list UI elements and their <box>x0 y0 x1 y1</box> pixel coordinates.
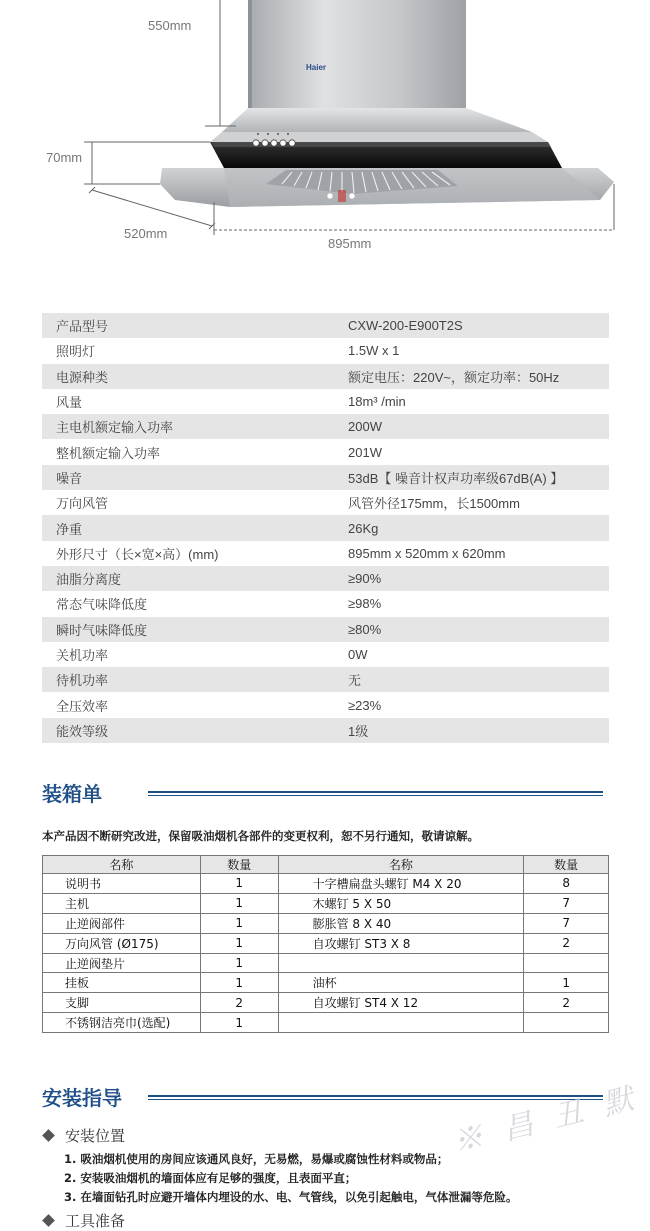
install-item: 3. 在墙面钻孔时应避开墙体内埋设的水、电、气管线，以免引起触电，气体泄漏等危险。 <box>64 1190 518 1204</box>
spec-row <box>42 642 609 667</box>
spec-label: 待机功率 <box>56 673 109 689</box>
spec-row <box>42 591 609 616</box>
install-position-heading <box>44 1125 125 1146</box>
item-qty: 1 <box>200 913 278 933</box>
item-name: 自攻螺钉 ST4 X 12 <box>278 993 524 1013</box>
spec-value: 无 <box>348 673 362 689</box>
item-qty: 7 <box>524 893 609 913</box>
table-row <box>43 1013 609 1033</box>
packing-title: 装箱单 <box>42 782 102 806</box>
diamond-bullet-icon <box>42 1214 55 1227</box>
spec-table <box>42 313 609 743</box>
spec-value: 201W <box>348 444 382 460</box>
item-qty: 8 <box>524 874 609 894</box>
item-name: 止逆阀垫片 <box>43 953 201 973</box>
item-name: 不锈钢洁亮巾(选配) <box>43 1013 201 1033</box>
install-title: 安装指导 <box>42 1086 122 1110</box>
spec-label: 瞬时气味降低度 <box>56 622 148 638</box>
packing-notice: 本产品因不断研究改进，保留吸油烟机各部件的变更权利，恕不另行通知，敬请谅解。 <box>42 829 479 843</box>
spec-row <box>42 364 609 389</box>
spec-row <box>42 414 609 439</box>
spec-label: 净重 <box>56 521 83 537</box>
item-qty: 1 <box>200 874 278 894</box>
item-name: 挂板 <box>43 973 201 993</box>
light-right <box>349 193 355 199</box>
spec-label: 全压效率 <box>56 698 109 714</box>
item-name: 木螺钉 5 X 50 <box>278 893 524 913</box>
spec-row <box>42 566 609 591</box>
spec-label: 电源种类 <box>56 369 109 385</box>
install-position-title: 安装位置 <box>65 1127 126 1145</box>
spec-row <box>42 617 609 642</box>
col-header-name: 名称 <box>43 856 201 874</box>
spec-label: 风量 <box>56 395 83 411</box>
spec-row <box>42 541 609 566</box>
spec-value: 0W <box>348 647 368 662</box>
brand-logo: Haier <box>306 63 327 72</box>
spec-value: 895mm x 520mm x 620mm <box>348 545 506 561</box>
watermark: ※ 昌 丑 默 <box>449 1080 643 1161</box>
spec-label: 万向风管 <box>56 496 109 512</box>
item-qty: 1 <box>200 953 278 973</box>
item-name: 十字槽扁盘头螺钉 M4 X 20 <box>278 874 524 894</box>
spec-row <box>42 667 609 692</box>
item-qty: 1 <box>200 1013 278 1033</box>
dim-width: 895mm <box>328 236 372 251</box>
spec-value: ≥80% <box>348 621 382 637</box>
dim-chimney-height: 550mm <box>148 18 192 33</box>
tools-title: 工具准备 <box>65 1212 126 1230</box>
spec-label: 常态气味降低度 <box>56 597 148 613</box>
spec-label: 噪音 <box>56 470 83 486</box>
item-name: 支脚 <box>43 993 201 1013</box>
table-row <box>43 913 609 933</box>
item-qty: 2 <box>200 993 278 1013</box>
install-item: 1. 吸油烟机使用的房间应该通风良好，无易燃，易爆或腐蚀性材料或物品； <box>64 1152 449 1166</box>
col-header-qty: 数量 <box>200 856 278 874</box>
item-qty <box>524 953 609 973</box>
install-item: 2. 安装吸油烟机的墙面体应有足够的强度，且表面平直； <box>64 1171 357 1185</box>
spec-value: 18m³ /min <box>348 394 406 410</box>
item-qty <box>524 1013 609 1033</box>
light-left <box>327 193 333 199</box>
spec-value: 额定电压：220V~，额定功率：50Hz <box>348 369 560 385</box>
item-name: 止逆阀部件 <box>43 913 201 933</box>
item-qty: 2 <box>524 933 609 953</box>
item-name: 主机 <box>43 893 201 913</box>
spec-value: 风管外径175mm，长1500mm <box>348 496 520 512</box>
spec-value: 1.5W x 1 <box>348 343 400 359</box>
table-row <box>43 973 609 993</box>
spec-row <box>42 515 609 540</box>
table-row <box>43 893 609 913</box>
tools-heading <box>44 1210 125 1231</box>
item-qty: 1 <box>524 973 609 993</box>
spec-label: 能效等级 <box>56 723 109 739</box>
spec-row <box>42 313 609 338</box>
spec-value: ≥90% <box>348 571 382 587</box>
spec-label: 外形尺寸（长×宽×高）(mm) <box>56 546 219 562</box>
diamond-bullet-icon <box>42 1129 55 1142</box>
dim-body-height: 70mm <box>46 150 83 165</box>
item-name: 油杯 <box>278 973 524 993</box>
col-header-qty: 数量 <box>524 856 609 874</box>
hood-canopy <box>222 108 532 132</box>
spec-value: ≥23% <box>348 697 382 713</box>
spec-label: 产品型号 <box>56 319 109 335</box>
spec-label: 整机额定输入功率 <box>56 445 161 461</box>
packing-table <box>42 855 609 1033</box>
item-name <box>278 1013 524 1033</box>
packing-title-rule <box>148 791 603 796</box>
spec-label: 照明灯 <box>56 344 96 360</box>
spec-value: CXW-200-E900T2S <box>348 318 463 334</box>
spec-value: 200W <box>348 419 382 435</box>
item-name <box>278 953 524 973</box>
spec-row <box>42 692 609 717</box>
item-name: 膨胀管 8 X 40 <box>278 913 524 933</box>
product-drawing <box>0 0 650 270</box>
table-row <box>43 953 609 973</box>
item-name: 说明书 <box>43 874 201 894</box>
table-row <box>43 993 609 1013</box>
spec-row <box>42 439 609 464</box>
table-row <box>43 933 609 953</box>
item-qty: 2 <box>524 993 609 1013</box>
item-qty: 1 <box>200 933 278 953</box>
spec-label: 油脂分离度 <box>56 572 122 588</box>
spec-value: 26Kg <box>348 520 379 536</box>
packing-header-row <box>43 856 609 874</box>
spec-label: 关机功率 <box>56 648 109 663</box>
item-name: 自攻螺钉 ST3 X 8 <box>278 933 524 953</box>
col-header-name: 名称 <box>278 856 524 874</box>
item-name: 万向风管 (Ø175) <box>43 933 201 953</box>
spec-value: 1级 <box>348 723 369 739</box>
spec-row <box>42 338 609 363</box>
spec-row <box>42 465 609 490</box>
range-hood-illustration <box>0 0 650 270</box>
item-qty: 7 <box>524 913 609 933</box>
dim-depth: 520mm <box>124 226 168 241</box>
spec-value: 53dB【 噪音计权声功率级67dB(A) 】 <box>348 470 564 486</box>
spec-row <box>42 490 609 515</box>
chimney <box>248 0 466 112</box>
item-qty: 1 <box>200 973 278 993</box>
spec-value: ≥98% <box>348 596 382 612</box>
spec-row <box>42 718 609 743</box>
spec-row <box>42 389 609 414</box>
item-qty: 1 <box>200 893 278 913</box>
table-row <box>43 874 609 894</box>
spec-label: 主电机额定输入功率 <box>56 420 174 436</box>
